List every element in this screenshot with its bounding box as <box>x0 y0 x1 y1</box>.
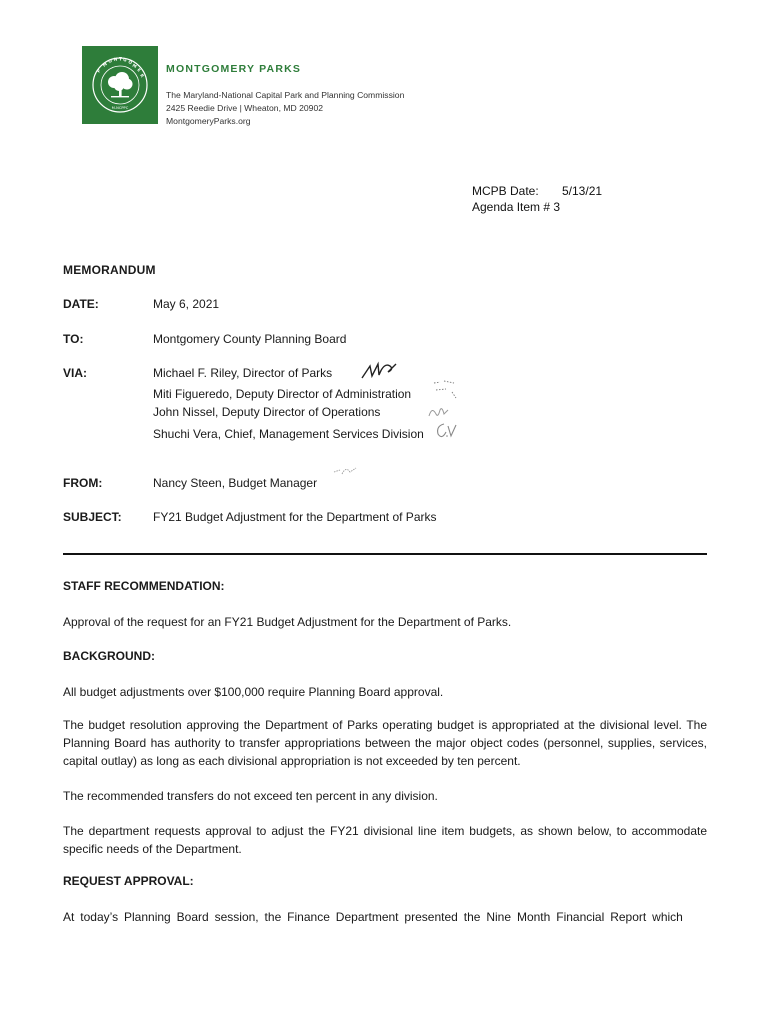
budget-manager-initials <box>332 462 362 478</box>
svg-text:M-NCPPC: M-NCPPC <box>111 106 129 110</box>
tree-seal-icon <box>82 46 158 124</box>
background-paragraph-1: All budget adjustments over $100,000 require Planning Board approval. <box>63 685 444 699</box>
svg-text:E: E <box>136 67 142 73</box>
svg-text:P: P <box>95 68 102 74</box>
background-paragraph-2: The budget resolution approving the Department of Parks operating budget is appropriated at the divisional level. The Planning Board has authority to transfer appropriations between the major object codes (personnel, supplies, services, capital outlay) as long as each divisional appropriation is not exceeded by ten percent. <box>63 718 707 768</box>
svg-text:N: N <box>113 56 118 62</box>
background-heading: BACKGROUND: <box>63 649 155 663</box>
date-value: May 6, 2021 <box>153 297 220 311</box>
director-signature <box>360 360 400 382</box>
date-label: DATE: <box>63 297 99 311</box>
chief-initials <box>434 420 460 442</box>
deputy-admin-initials <box>432 378 462 400</box>
via-line-2: Miti Figueredo, Deputy Director of Administration <box>153 387 412 401</box>
from-label: FROM: <box>63 476 103 490</box>
subject-value: FY21 Budget Adjustment for the Department of Parks <box>153 510 437 524</box>
from-value: Nancy Steen, Budget Manager <box>153 476 318 490</box>
staff-recommendation-text: Approval of the request for an FY21 Budget Adjustment for the Department of Parks. <box>63 615 512 629</box>
org-name: MONTGOMERY PARKS <box>166 63 302 75</box>
request-approval-heading: REQUEST APPROVAL: <box>63 874 194 888</box>
subject-label: SUBJECT: <box>63 510 122 524</box>
mcpb-date-row <box>472 184 603 198</box>
to-value: Montgomery County Planning Board <box>153 332 347 346</box>
org-website: MontgomeryParks.org <box>166 116 251 126</box>
via-label: VIA: <box>63 366 87 380</box>
svg-text:R: R <box>139 72 146 79</box>
memo-title: MEMORANDUM <box>63 263 156 277</box>
svg-text:O: O <box>127 59 133 66</box>
to-label: TO: <box>63 332 84 346</box>
background-paragraph-4: The department requests approval to adjust the FY21 divisional line item budgets, as shown below, to accommodate specific needs of the Department. <box>63 824 707 856</box>
svg-text:M: M <box>131 62 138 70</box>
mcpb-date-value: 5/13/21 <box>562 184 603 198</box>
agenda-item: Agenda Item # 3 <box>472 200 561 214</box>
svg-text:O: O <box>107 57 113 64</box>
org-address-line-1: The Maryland-National Capital Park and Planning Commission <box>166 90 405 100</box>
via-line-3: John Nissel, Deputy Director of Operations <box>153 405 381 419</box>
staff-recommendation-heading: STAFF RECOMMENDATION: <box>63 579 225 593</box>
montgomery-parks-logo <box>82 46 158 124</box>
background-paragraph-3: The recommended transfers do not exceed ten percent in any division. <box>63 789 438 803</box>
mcpb-date-label: MCPB Date: <box>472 184 539 198</box>
org-address-line-2: 2425 Reedie Drive | Wheaton, MD 20902 <box>166 103 324 113</box>
via-line-1: Michael F. Riley, Director of Parks <box>153 366 333 380</box>
request-approval-paragraph: At today’s Planning Board session, the Finance Department presented the Nine Month Financial Report which <box>63 910 683 924</box>
deputy-ops-initials <box>426 402 452 422</box>
header-divider <box>63 553 707 555</box>
svg-text:M: M <box>101 61 108 68</box>
via-line-4: Shuchi Vera, Chief, Management Services Division <box>153 427 424 441</box>
svg-text:T: T <box>119 56 122 62</box>
svg-text:G: G <box>122 57 127 63</box>
